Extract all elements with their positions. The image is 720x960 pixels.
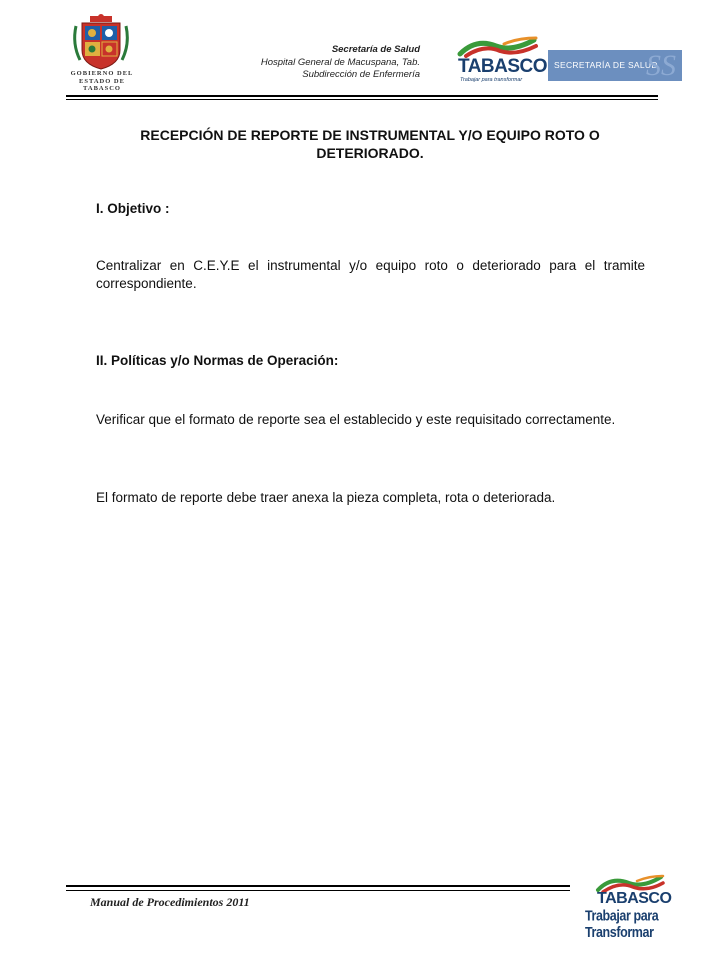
document-title: RECEPCIÓN DE REPORTE DE INSTRUMENTAL Y/O EQUIPO ROTO O DETERIORADO. xyxy=(140,127,600,161)
section-policies-paragraph-1: Verificar que el formato de reporte sea el establecido y este requisitado correctamente. xyxy=(96,412,616,427)
header-org-line: Secretaría de Salud xyxy=(331,44,420,55)
ss-mark-icon: SS xyxy=(646,49,676,82)
tabasco-logo-header xyxy=(456,36,548,86)
secretaria-salud-banner-text: SECRETARÍA DE SALUD xyxy=(554,60,658,70)
footer-manual-label: Manual de Procedimientos 2011 xyxy=(90,895,250,909)
secretaria-salud-banner xyxy=(548,50,682,81)
tabasco-tagline-footer: Trabajar para Transformar xyxy=(585,908,659,941)
section-policies-heading: II. Políticas y/o Normas de Operación: xyxy=(96,353,339,368)
tabasco-tagline: Trabajar para transformar xyxy=(460,77,523,83)
header-divider-thick xyxy=(66,95,658,97)
tabasco-swoosh-icon xyxy=(456,36,540,58)
footer-divider-thick xyxy=(66,885,570,887)
tabasco-wordmark-footer: TABASCO xyxy=(597,890,672,907)
footer-divider-thin xyxy=(66,890,570,891)
coat-of-arms-icon xyxy=(66,14,136,70)
section-objective-text: Centralizar en C.E.Y.E el instrumental y/o equipo roto o deteriorado para el tramite correspondiente. xyxy=(96,258,645,291)
tabasco-logo-footer xyxy=(585,872,685,941)
header-department-line: Subdirección de Enfermería xyxy=(302,69,420,80)
tabasco-wordmark: TABASCO xyxy=(458,56,548,77)
header-organization xyxy=(200,44,420,82)
header-divider-thin xyxy=(66,99,658,100)
header-hospital-line: Hospital General de Macuspana, Tab. xyxy=(260,56,420,68)
section-objective-heading: I. Objetivo : xyxy=(96,201,170,216)
state-government-logo-text: GOBIERNO DEL ESTADO DE TABASCO xyxy=(70,70,134,92)
section-policies-paragraph-2: El formato de reporte debe traer anexa la pieza completa, rota o deteriorada. xyxy=(96,490,556,505)
